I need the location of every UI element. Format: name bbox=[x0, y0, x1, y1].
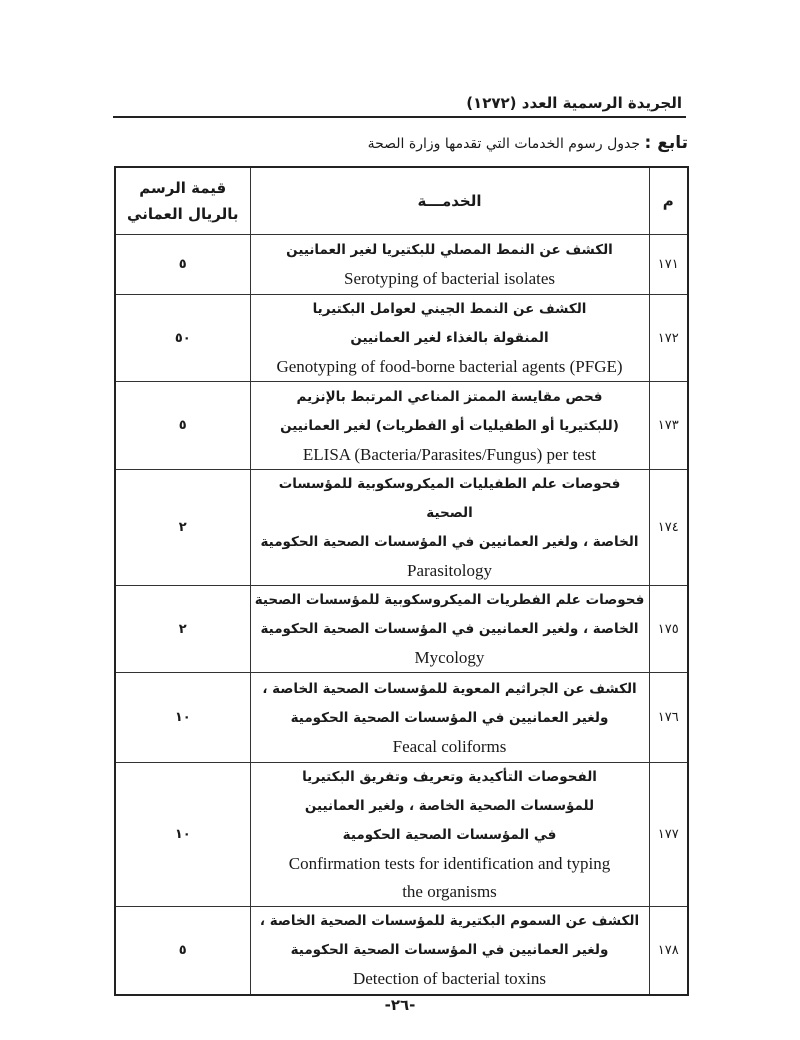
service-description bbox=[250, 673, 649, 763]
service-arabic-line: المنقولة بالغذاء لغير العمانيين bbox=[350, 330, 549, 346]
table-row bbox=[115, 763, 688, 907]
service-arabic-line: الكشف عن السموم البكتيرية للمؤسسات الصحية الخاصة ، bbox=[259, 913, 640, 930]
column-header-fee bbox=[115, 167, 250, 235]
fee-value: ٢ bbox=[115, 586, 250, 673]
table-row bbox=[115, 907, 688, 995]
table-title bbox=[368, 133, 688, 153]
fee-value: ١٠ bbox=[115, 763, 250, 907]
table-row bbox=[115, 295, 688, 382]
service-arabic-line: الفحوصات التأكيدية وتعريف وتفريق البكتيريا bbox=[302, 769, 597, 785]
service-english-line: Feacal coliforms bbox=[392, 736, 507, 756]
row-number: ١٧٢ bbox=[649, 295, 688, 382]
service-arabic-line: الكشف عن الجراثيم المعوية للمؤسسات الصحية الخاصة ، bbox=[262, 680, 637, 697]
row-number: ١٧٦ bbox=[649, 673, 688, 763]
page-number: -٢٦- bbox=[384, 996, 416, 1014]
service-arabic-line: ولغير العمانيين في المؤسسات الصحية الحكومية bbox=[290, 709, 609, 726]
service-english-line: Mycology bbox=[414, 648, 485, 667]
row-number: ١٧٥ bbox=[649, 586, 688, 673]
service-arabic-line: فحص مقايسة الممتز المناعي المرتبط بالإنزيم bbox=[296, 388, 603, 405]
service-english-line: the organisms bbox=[402, 882, 497, 901]
service-arabic-line: فحوصات علم الطفيليات الميكروسكوبية للمؤسسات الصحية bbox=[278, 476, 621, 521]
row-number: ١٧٧ bbox=[649, 763, 688, 907]
table-row bbox=[115, 673, 688, 763]
fee-value: ١٠ bbox=[115, 673, 250, 763]
row-number: ١٧٨ bbox=[649, 907, 688, 995]
table-header-row bbox=[115, 167, 688, 235]
service-english-line: Genotyping of food-borne bacterial agents (PFGE) bbox=[276, 357, 623, 376]
fee-value: ٥ bbox=[115, 235, 250, 295]
service-description bbox=[250, 763, 649, 907]
table-row bbox=[115, 586, 688, 673]
service-description bbox=[250, 907, 649, 995]
table-title-text: جدول رسوم الخدمات التي تقدمها وزارة الصحة bbox=[367, 136, 645, 152]
service-arabic-line: الكشف عن النمط الجيني لعوامل البكتيريا bbox=[312, 301, 587, 317]
row-number: ١٧٣ bbox=[649, 382, 688, 470]
table-title-lead: تابع : bbox=[644, 133, 688, 153]
service-description bbox=[250, 586, 649, 673]
service-description bbox=[250, 235, 649, 295]
service-arabic-line: فحوصات علم الفطريات الميكروسكوبية للمؤسسات الصحية bbox=[254, 592, 645, 608]
service-english-line: Parasitology bbox=[407, 561, 492, 580]
service-description bbox=[250, 295, 649, 382]
service-arabic-line: للمؤسسات الصحية الخاصة ، ولغير العمانيين bbox=[304, 798, 595, 814]
row-number: ١٧١ bbox=[649, 235, 688, 295]
column-header-service: الخدمـــة bbox=[250, 167, 649, 235]
fee-value: ٥٠ bbox=[115, 295, 250, 382]
service-english-line: ELISA (Bacteria/Parasites/Fungus) per test bbox=[302, 444, 597, 464]
service-arabic-line: الخاصة ، ولغير العمانيين في المؤسسات الصحية الحكومية bbox=[260, 621, 639, 637]
table-row bbox=[115, 382, 688, 470]
table-row bbox=[115, 235, 688, 295]
column-header-fee-line1: قيمة الرسم bbox=[139, 179, 227, 197]
service-description bbox=[250, 470, 649, 586]
service-arabic-line: في المؤسسات الصحية الحكومية bbox=[342, 827, 557, 843]
service-arabic-line: (للبكتيريا أو الطفيليات أو الفطريات) لغير العمانيين bbox=[280, 417, 619, 434]
service-english-line: Confirmation tests for identification and typing bbox=[288, 854, 611, 873]
service-english-line: Serotyping of bacterial isolates bbox=[343, 269, 556, 288]
table-row bbox=[115, 470, 688, 586]
column-header-number: م bbox=[649, 167, 688, 235]
service-arabic-line: الخاصة ، ولغير العمانيين في المؤسسات الصحية الحكومية bbox=[260, 534, 639, 550]
fee-value: ٥ bbox=[115, 907, 250, 995]
service-arabic-line: الكشف عن النمط المصلي للبكتيريا لغير العمانيين bbox=[286, 242, 613, 258]
fee-value: ٥ bbox=[115, 382, 250, 470]
fee-value: ٢ bbox=[115, 470, 250, 586]
service-arabic-line: ولغير العمانيين في المؤسسات الصحية الحكومية bbox=[290, 942, 609, 959]
running-head: الجريدة الرسمية العدد (١٢٧٢) bbox=[466, 94, 682, 112]
row-number: ١٧٤ bbox=[649, 470, 688, 586]
service-description bbox=[250, 382, 649, 470]
header-rule bbox=[113, 116, 686, 118]
service-english-line: Detection of bacterial toxins bbox=[352, 969, 547, 989]
column-header-fee-line2: بالريال العماني bbox=[127, 205, 239, 223]
fees-table bbox=[114, 166, 689, 996]
